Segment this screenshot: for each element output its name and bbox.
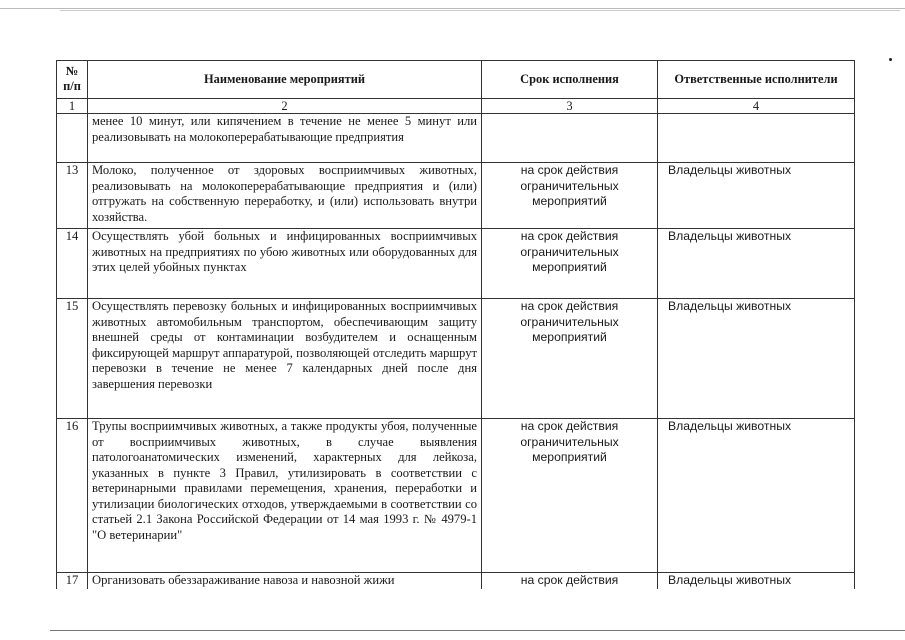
scan-edge-top <box>0 8 905 9</box>
scan-edge-bottom <box>50 630 905 631</box>
row-description: Организовать обеззараживание навоза и навозной жижи <box>88 573 482 589</box>
row-responsible: Владельцы животных <box>658 419 855 573</box>
table-row <box>57 163 855 229</box>
header-responsible: Ответственные исполнители <box>658 61 855 99</box>
row-responsible <box>658 114 855 163</box>
row-term: на срок действия ограничительных мероприятий <box>482 163 658 229</box>
column-index-row <box>57 99 855 114</box>
row-description: менее 10 минут, или кипячением в течение не менее 5 минут или реализовывать на молокоперерабатывающие предприятия <box>88 114 482 163</box>
row-number: 13 <box>57 163 88 229</box>
table-row <box>57 229 855 299</box>
row-term: на срок действия ограничительных мероприятий <box>482 229 658 299</box>
row-number: 15 <box>57 299 88 419</box>
row-number: 16 <box>57 419 88 573</box>
table-row <box>57 419 855 573</box>
column-index: 4 <box>658 99 855 114</box>
row-description: Осуществлять перевозку больных и инфицированных восприимчивых животных автомобильным транспортом, обеспечивающим защиту внешней среды от контаминации возбудителем и оснащенным фиксирующей маршрут аппаратурой, позволяющей отследить маршрут перевозки в течение не менее 7 календарных дней после дня завершения перевозки <box>88 299 482 419</box>
row-term <box>482 114 658 163</box>
row-number <box>57 114 88 163</box>
row-number: 17 <box>57 573 88 589</box>
table-row <box>57 299 855 419</box>
measures-table <box>56 60 855 589</box>
header-term: Срок исполнения <box>482 61 658 99</box>
column-index: 1 <box>57 99 88 114</box>
header-name: Наименование мероприятий <box>88 61 482 99</box>
row-term: на срок действия <box>482 573 658 589</box>
row-term: на срок действия ограничительных мероприятий <box>482 419 658 573</box>
row-description: Молоко, полученное от здоровых восприимчивых животных, реализовывать на молокоперерабатывающие предприятия и (или) отгружать на собственную переработку, и (или) использовать внутри хозяйства. <box>88 163 482 229</box>
row-responsible: Владельцы животных <box>658 299 855 419</box>
row-description: Осуществлять убой больных и инфицированных восприимчивых животных на предприятиях по убою животных или оборудованных для этих целей убойных пунктах <box>88 229 482 299</box>
row-term: на срок действия ограничительных мероприятий <box>482 299 658 419</box>
header-number: № п/п <box>57 61 88 99</box>
scan-edge-top-inner <box>60 10 900 11</box>
column-index: 2 <box>88 99 482 114</box>
table-row <box>57 573 855 589</box>
column-index: 3 <box>482 99 658 114</box>
header-row <box>57 61 855 99</box>
row-description: Трупы восприимчивых животных, а также продукты убоя, полученные от восприимчивых животных, в случае выявления патологоанатомических изменений, характерных для лейкоза, указанных в пункте 3 Правил, утилизировать в соответствии с ветеринарными правилами перемещения, хранения, переработки и утилизации биологических отходов, утверждаемыми в соответствии со статьей 2.1 Закона Российской Федерации от 14 мая 1993 г. № 4979-1 "О ветеринарии" <box>88 419 482 573</box>
row-number: 14 <box>57 229 88 299</box>
row-responsible: Владельцы животных <box>658 573 855 589</box>
scan-speck <box>889 58 892 61</box>
row-responsible: Владельцы животных <box>658 229 855 299</box>
table-row <box>57 114 855 163</box>
row-responsible: Владельцы животных <box>658 163 855 229</box>
